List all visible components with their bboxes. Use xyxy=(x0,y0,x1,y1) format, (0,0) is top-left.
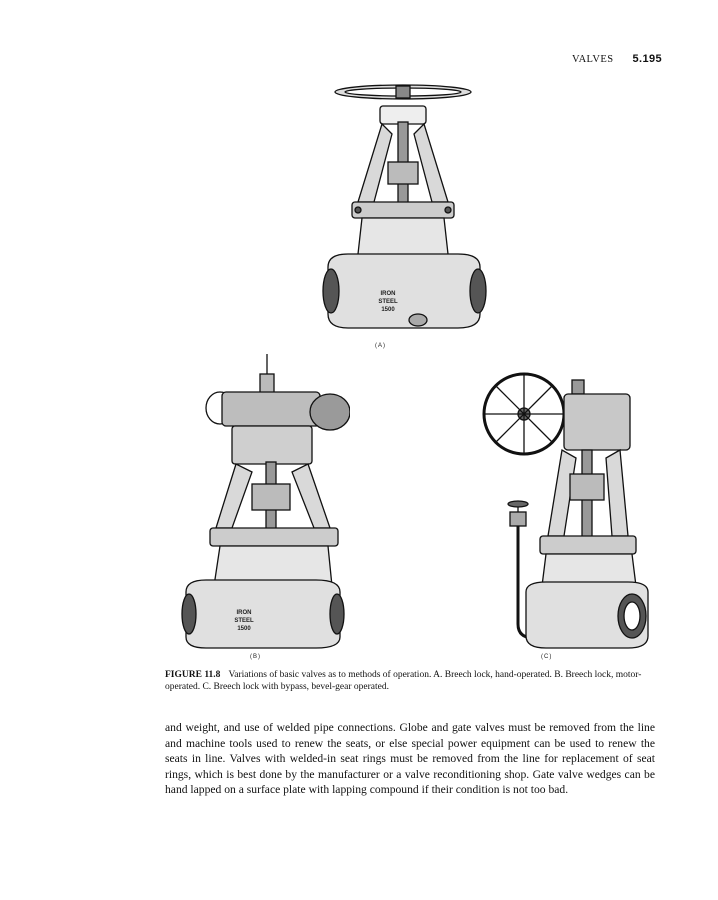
figure-caption xyxy=(165,669,655,693)
stamp-text: STEEL xyxy=(234,618,254,624)
stamp-text: IRON xyxy=(236,610,252,616)
stamp-text: 1500 xyxy=(381,307,395,313)
section-title: VALVES xyxy=(571,54,614,65)
page-number: 5.195 xyxy=(632,53,662,65)
stamp-text: IRON xyxy=(380,291,396,297)
panel-label-c: (C) xyxy=(541,654,553,660)
stamp-text: 1500 xyxy=(237,626,251,632)
stamp-text: STEEL xyxy=(378,299,398,305)
body-paragraph: and weight, and use of welded pipe connections. Globe and gate valves must be removed from the line and machine tools used to renew the seats, or else special power equipment can be used to renew the seats in line. Valves with welded-in seat rings must be removed from the line for replacement of seat rings, which is best done by the manufacturer or a valve reconditioning shop. Gate valve wedges can be hand lapped on a surface plate with lapping compound if their condition is not too bad. xyxy=(165,721,655,797)
valve-illustration-a xyxy=(318,82,490,344)
panel-label-a: (A) xyxy=(375,343,386,349)
panel-label-b: (B) xyxy=(250,654,261,660)
figure-caption-text: Variations of basic valves as to methods of operation. A. Breech lock, hand-operated. B. Breech lock, motor-operated. C. Breech lock with bypass, bevel-gear operated. xyxy=(165,670,642,692)
valve-illustration-b xyxy=(180,352,350,652)
figure-number: FIGURE 11.8 xyxy=(165,670,221,680)
running-header xyxy=(572,53,662,65)
valve-illustration-c xyxy=(482,346,652,652)
